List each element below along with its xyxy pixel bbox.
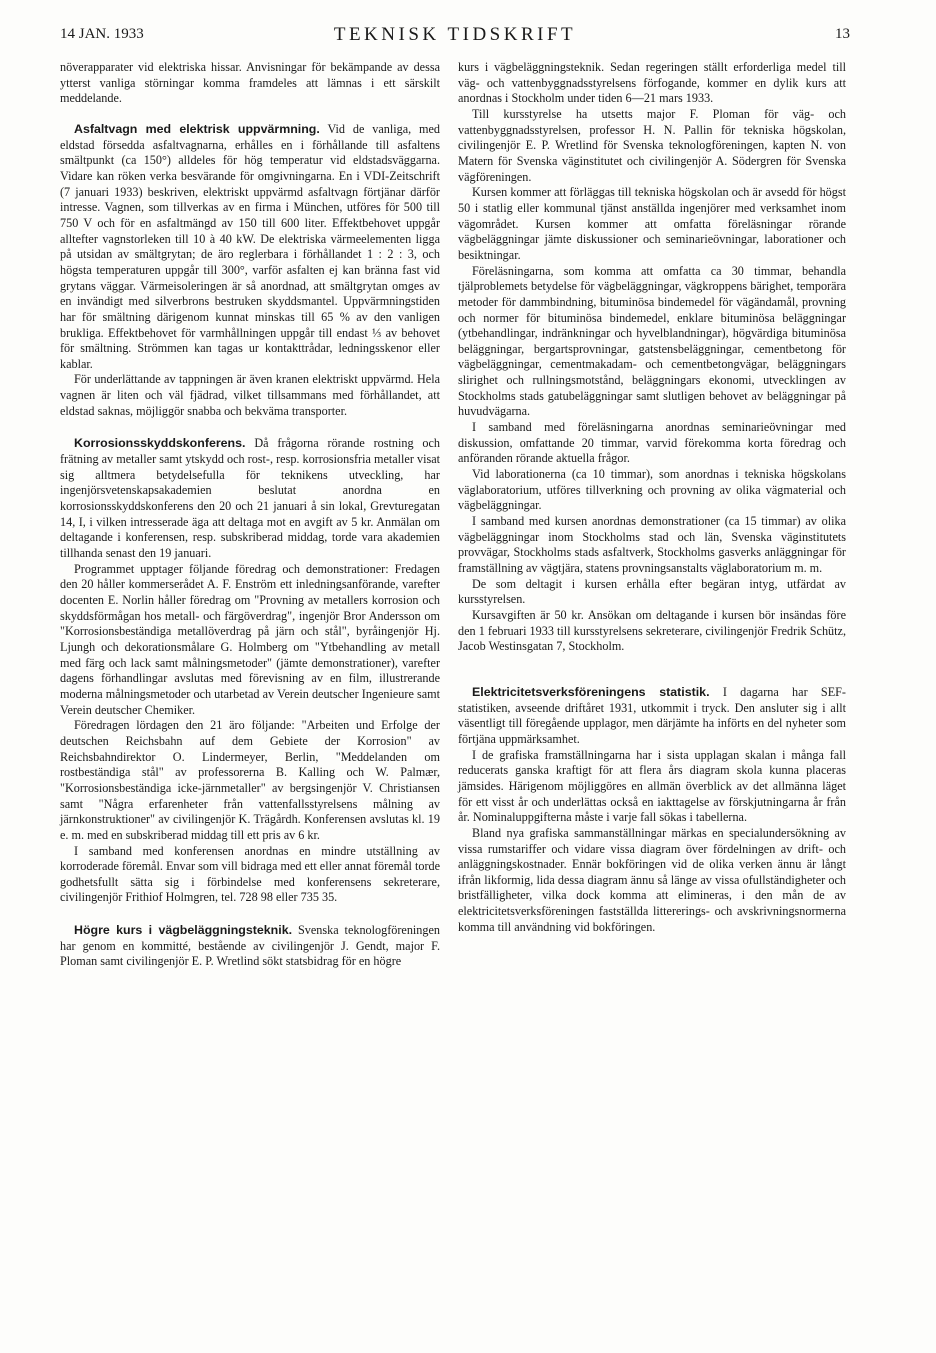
paragraph: I samband med föreläsningarna anordnas seminarieövningar med diskussion, omfattande 20 timmar, varvid förekomma korta föredrag och anföranden rörande aktuella frågor. — [458, 420, 846, 466]
paragraph: Programmet upptager följande föredrag och demonstrationer: Fredagen den 20 håller kommerserådet A. F. Enström ett inledningsanförande, varefter docenten E. Norlin håller föredrag om "Provning av metallers korrosion och skyddsförmågan hos metall- och färgöverdrag", ingenjör Bror Andersson om "Korrosionsbeständiga metallöverdrag på järn och stål", byråingenjör Hj. Ljungh och dekorationsmålare G. Holmberg om "Ytbehandling av metall med färg och lack samt målningsmetoder" (jämte demonstrationer), varefter dagens förhandlingar avslutas med förevisning av en film, illustrerande moderna målningsmetoder och utarbetad av Verein deutscher Ingenieure samt Verein deutscher Chemiker. — [60, 561, 440, 717]
paragraph: För underlättande av tappningen är även kranen elektriskt uppvärmd. Hela vagnen är liten och väl fjädrad, vilket tillsammans med förhållandet, att eldstad saknas, möjliggör snabba och bekväma transporter. — [60, 372, 440, 418]
paragraph: Vid laborationerna (ca 10 timmar), som anordnas i tekniska högskolans väglaboratorium, utföres tillverkning och provning av olika vägmaterial och vägbeläggningar. — [458, 467, 846, 513]
paragraph: Kursavgiften är 50 kr. Ansökan om deltagande i kursen bör insändas före den 1 februari 1933 till kursstyrelsens sekreterare, civilingenjör Fredrik Schütz, Jacob Westinsgatan 7, Stockholm. — [458, 607, 846, 654]
section-heading: Asfaltvagn med elektrisk uppvärmning. — [74, 121, 320, 136]
issue-date: 14 JAN. 1933 — [60, 26, 144, 42]
intro-paragraph: növerapparater vid elektriska hissar. Anvisningar för bekämpande av dessa ytterst vanliga störningar komma framdeles att lämnas i ett särskilt meddelande. — [60, 60, 440, 106]
page-header — [60, 26, 850, 48]
section-statistik — [458, 685, 846, 748]
right-column — [458, 60, 846, 935]
paragraph: Bland nya grafiska sammanställningar märkas en specialundersökning av vissa rumstariffer och vidare vissa diagram över fördelningen av drift- och anläggningskostnader. Ennär bokföringen vid de olika verken ännu är långt ifrån likformig, lida dessa diagram ännu så länge av vissa ofullständigheter och bristfälligheter, vilka dock komma att elimineras, i den mån de av elektricitetsverksföreningen fastställda littererings- och avskrivningsnormerna komma till användning vid bokföringen. — [458, 825, 846, 934]
left-column — [60, 60, 440, 970]
section-heading: Högre kurs i vägbeläggningsteknik. — [74, 923, 293, 938]
paragraph-text: Svenska teknologföreningen har genom en kommitté, bestående av civilingenjör J. Gendt, major F. Ploman samt civilingenjör E. P. Wretlind sökt statsbidrag för en högre — [60, 923, 440, 969]
section-korrosion — [60, 436, 440, 561]
paragraph: Föreläsningarna, som komma att omfatta ca 30 timmar, behandla tjälproblemets betydelse för vägbeläggningar, vägkroppens bärighet, temporära metoder för dammbindning, bituminösa bindemedel för vägändamål, provning och normer för bituminösa bindemedel, enklare bituminösa beläggningar (ytbehandlingar, indränkningar och hyvelblandningar), högvärdiga bituminösa beläggningar, bergartsprovningar, gatstensbeläggningar, cementbetong för vägbeläggningar, cementmakadam- och cementbetongvägar, beläggningars slirighet och rullningsmotstånd, beläggningars ekonomi, utvecklingen av Stockholms stads gatubeläggningar samt slutligen behovet av beläggningar på huvudvägarna. — [458, 263, 846, 419]
paragraph: I de grafiska framställningarna har i sista upplagan skalan i många fall reducerats ganska kraftigt för att flera års diagram skola kunna placeras jämsides. Härigenom möjliggöres en allmän överblick av det allmänna läget för ett visst år och underlättas också en iakttagelse av förskjutningarna år från år. Nominaluppgifterna måste i varje fall sökas i tabellerna. — [458, 747, 846, 825]
paragraph: kurs i vägbeläggningsteknik. Sedan regeringen ställt erforderliga medel till väg- och vattenbyggnadsstyrelsens förfogande, kommer en dylik kurs att anordnas i Stockholm under tiden 6—21 mars 1933. — [458, 60, 846, 106]
section-asfaltvagn — [60, 122, 440, 373]
paragraph-text: Då frågorna rörande rostning och frätning av metaller samt ytskydd och rost-, resp. korrosionsfria metaller visat sig alltmera betydelsefulla för teknikens utveckling, har ingenjörsvetenskapsakademien beslutat anordna en korrosionsskyddskonferens den 20 och 21 januari å sin lokal, Grevturegatan 14, I, i vilken intresserade äga att deltaga mot en avgift av 5 kr. Anmälan om deltagande i konferensen, resp. subskriberad middag, torde vara akademien tillhanda senast den 19 januari. — [60, 436, 440, 561]
journal-title: TEKNISK TIDSKRIFT — [333, 24, 577, 45]
paragraph: Kursen kommer att förläggas till tekniska högskolan och är avsedd för högst 50 i statlig eller kommunal tjänst anställda ingenjörer med verksamhet inom vägområdet. Kursen kommer att omfatta föreläsningar rörande vägbeläggningar jämte diskussioner och seminarieövningar, laborationer och besiktningar. — [458, 185, 846, 262]
paragraph: De som deltagit i kursen erhålla efter begäran intyg, utfärdat av kursstyrelsen. — [458, 576, 846, 607]
paragraph: I samband med kursen anordnas demonstrationer (ca 15 timmar) av olika vägbeläggningar inom Stockholms stad och län, Svenska väginstitutets provvägar, Stockholms stads asfaltverk, Stockholms gasverks anläggningar för framställning av vägtjära, statens provningsanstalts väglaboratorium m. m. — [458, 514, 846, 575]
paragraph: I samband med konferensen anordnas en mindre utställning av korroderade föremål. Envar som vill bidraga med ett eller annat föremål torde godhetsfullt sätta sig i förbindelse med konferensens sekreterare, civilingenjör Frithiof Holmgren, tel. 728 98 eller 735 35. — [60, 843, 440, 905]
section-heading: Korrosionsskyddskonferens. — [74, 436, 246, 451]
paragraph-text: I dagarna har SEF-statistiken, avseende driftåret 1931, utkommit i tryck. Den ansluter sig i allt väsentligt till föregående upplagor, men därjämte ha införts en del nyheter som förtjäna uppmärksamhet. — [458, 684, 846, 746]
section-vagbelaggning — [60, 923, 440, 970]
paragraph-text: Vid de vanliga, med eldstad försedda asfaltvagnarna, erhålles en i förhållande till asfaltens smältpunkt (ca 150°) alldeles för hög temperatur vid eldstadsväggarna. Vidare kan röken verka besvärande för omgivningarna. En i VDI-Zeitschrift (7 januari 1933) beskriven, elektriskt uppvärmd asfaltvagn förtjänar därför intresse. Vagnen, som tillverkas av en firma i München, utföres för 500 till 750 V och för en asfaltmängd av 150 till 600 liter. Effektbehovet uppgår alltefter vagnstorleken till 10 à 40 kW. De elektriska värmeelementen ligga på utsidan av smältgrytan; de äro reglerbara i förhållandet 1 : 2 : 3, och högsta temperaturen uppgår till 300°, varför asfalten ej kan bränna fast vid grytans väggar. Värmeisoleringen är så anordnad, att smältgrytan omges av en invändigt med silverbrons bestruken skyddsmantel. Uppvärmningstiden har för smältning därigenom kunnat minskas till 65 % av den vanligen brukliga. Effektbehovet för varmhållningen uppgår till endast ⅓ av behovet för smältning. Strömmen kan tagas ur kontakttrådar, ledningsskenor eller kablar. — [60, 121, 441, 371]
paragraph: Till kursstyrelse ha utsetts major F. Ploman för väg- och vattenbyggnadsstyrelsen, professor H. N. Pallin för tekniska högskolan, civilingenjör E. P. Wretlind för Svenska teknologföreningen, kapten N. von Matern för Svenska väginstitutet och civilingenjör A. Södergren för Svenska vägföreningen. — [458, 106, 846, 184]
page-number: 13 — [835, 26, 850, 42]
paragraph: Föredragen lördagen den 21 äro följande: "Arbeiten und Erfolge der deutschen Reichsbahn auf dem Gebiete der Korrosion" av Reichsbahndirektor O. Lindermeyer, Berlin, "Meddelanden om rostbeständiga stål" av professorerna B. Kalling och W. Palmær, "Korrosionsbeständiga icke-järnmetaller" av bergsingenjör V. Christiansen samt "Några erfarenheter från vattenfallsstyrelsens målning av järnkonstruktioner" av civilingenjör K. Trägårdh. Konferensen avslutas kl. 19 e. m. med en subskriberad middag till ett pris av 6 kr. — [60, 718, 440, 842]
section-heading: Elektricitetsverksföreningens statistik. — [472, 684, 710, 699]
